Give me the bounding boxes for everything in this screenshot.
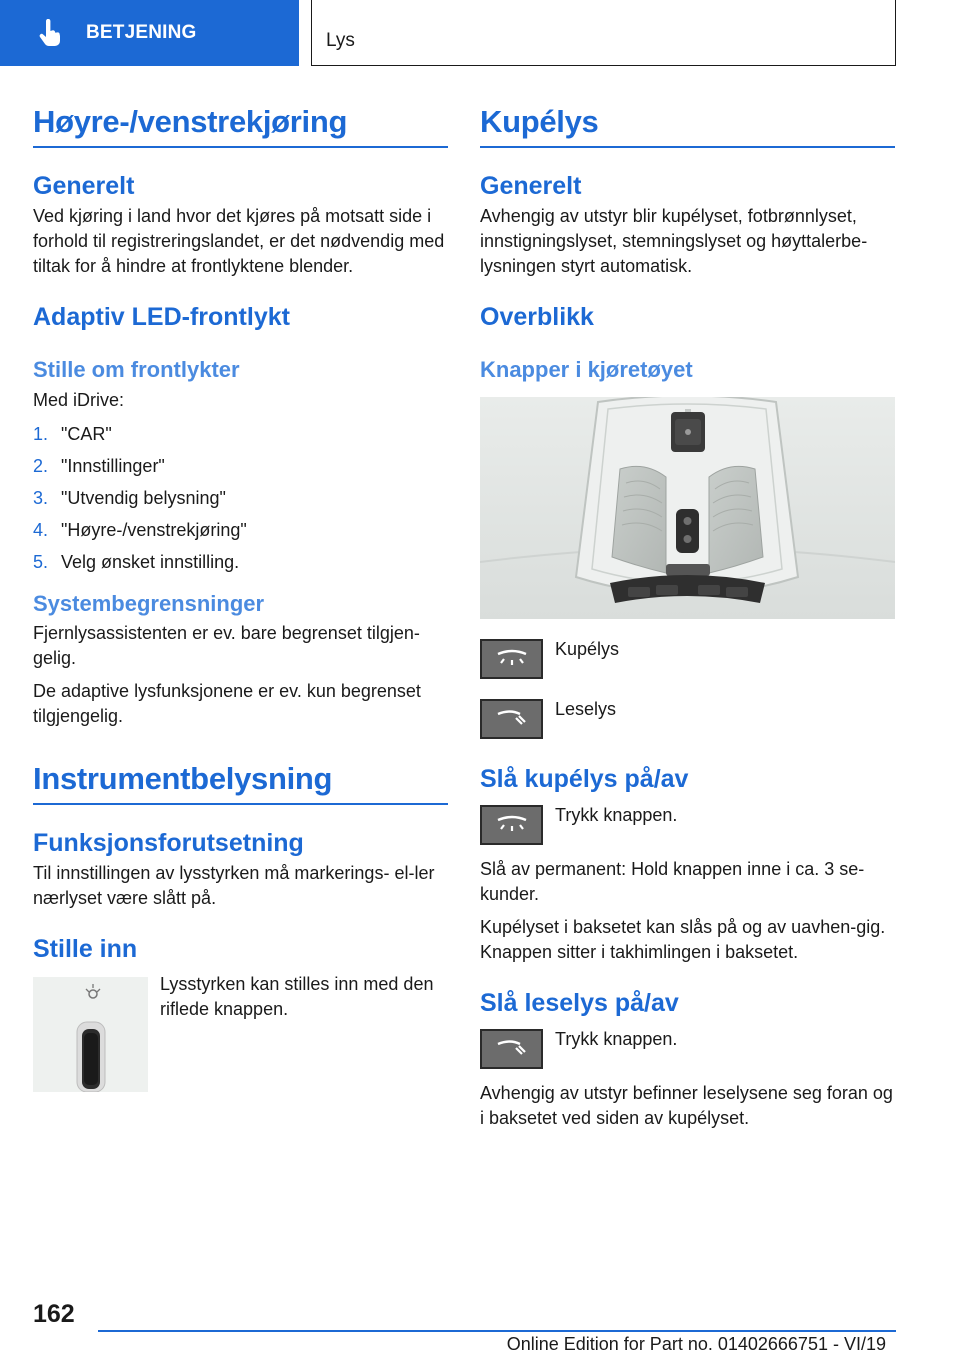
heading-interior-onoff: Slå kupélys på/av	[480, 765, 689, 793]
heading-overview: Overblikk	[480, 303, 594, 331]
heading-buttons-vehicle: Knapper i kjøretøyet	[480, 357, 693, 382]
dimmer-wheel-image	[33, 977, 148, 1092]
legend-interior-row	[480, 639, 895, 679]
heading-interior-light: Kupélys	[480, 100, 895, 148]
press-button-text-2: Trykk knappen.	[555, 1029, 678, 1049]
interior-light-icon	[480, 805, 543, 845]
list-item: 5. Velg ønsket innstilling.	[33, 552, 240, 572]
legend-reading-row	[480, 699, 895, 739]
general-text-right: Avhengig av utstyr blir kupélyset, fotbrønnlyset, innstigningslyset, stemningslyset og høyttalerbe-lysningen styrt automatisk.	[480, 206, 868, 276]
press-button-text: Trykk knappen.	[555, 805, 678, 825]
limits-text-1: Fjernlysassistenten er ev. bare begrenset tilgjen-gelig.	[33, 623, 420, 668]
left-column	[33, 100, 448, 1092]
interior-text-1: Slå av permanent: Hold knappen inne i ca. 3 se-kunder.	[480, 859, 865, 904]
convert-intro: Med iDrive:	[33, 390, 125, 410]
edition-note: Online Edition for Part no. 01402666751 - VI/19	[506, 1334, 886, 1354]
right-column	[480, 100, 895, 1131]
hand-pointer-icon	[36, 18, 64, 48]
overhead-console-image	[480, 397, 895, 619]
section-label: BETJENING	[86, 22, 197, 43]
heading-general: Generelt	[33, 172, 135, 200]
list-item: 3. "Utvendig belysning"	[33, 488, 226, 508]
heading-convert-headlights: Stille om frontlykter	[33, 357, 240, 382]
chapter-box	[311, 0, 896, 66]
section-tab	[0, 0, 299, 66]
interior-press-row	[480, 805, 895, 845]
legend-reading-text: Leselys	[555, 699, 617, 719]
heading-instrument-lighting: Instrumentbelysning	[33, 757, 448, 805]
heading-precondition: Funksjonsforutsetning	[33, 829, 304, 857]
heading-drive-side: Høyre-/venstrekjøring	[33, 100, 448, 148]
limits-text-2: De adaptive lysfunksjonene er ev. kun begrenset tilgjengelig.	[33, 681, 421, 726]
list-item: 2. "Innstillinger"	[33, 456, 165, 476]
chapter-label: Lys	[326, 30, 355, 51]
adjust-text: Lysstyrken kan stilles inn med den riflede knappen.	[160, 974, 434, 1019]
reading-text: Avhengig av utstyr befinner leselysene seg foran og i baksetet ved siden av kupélyset.	[480, 1083, 893, 1128]
heading-adaptive-led: Adaptiv LED-frontlykt	[33, 303, 290, 331]
interior-light-icon	[480, 639, 543, 679]
general-text: Ved kjøring i land hvor det kjøres på motsatt side i forhold til registreringslandet, er det nødvendig med tiltak for å hindre at frontlyktene blender.	[33, 206, 445, 276]
dimmer-row	[33, 974, 448, 1092]
list-item: 1. "CAR"	[33, 424, 112, 444]
footer-divider	[98, 1330, 896, 1332]
precondition-text: Til innstillingen av lysstyrken må markerings- el-ler nærlyset være slått på.	[33, 863, 435, 908]
reading-press-row	[480, 1029, 895, 1069]
list-item: 4. "Høyre-/venstrekjøring"	[33, 520, 247, 540]
interior-text-2: Kupélyset i baksetet kan slås på og av uavhen-gig. Knappen sitter i takhimlingen i baksetet.	[480, 917, 886, 962]
page-number: 162	[33, 1300, 75, 1328]
reading-light-icon	[480, 1029, 543, 1069]
idrive-steps	[33, 422, 448, 575]
heading-general-right: Generelt	[480, 172, 582, 200]
heading-reading-onoff: Slå leselys på/av	[480, 989, 679, 1017]
legend-interior-text: Kupélys	[555, 639, 620, 659]
heading-system-limits: Systembegrensninger	[33, 591, 265, 616]
reading-light-icon	[480, 699, 543, 739]
heading-adjust: Stille inn	[33, 935, 138, 963]
